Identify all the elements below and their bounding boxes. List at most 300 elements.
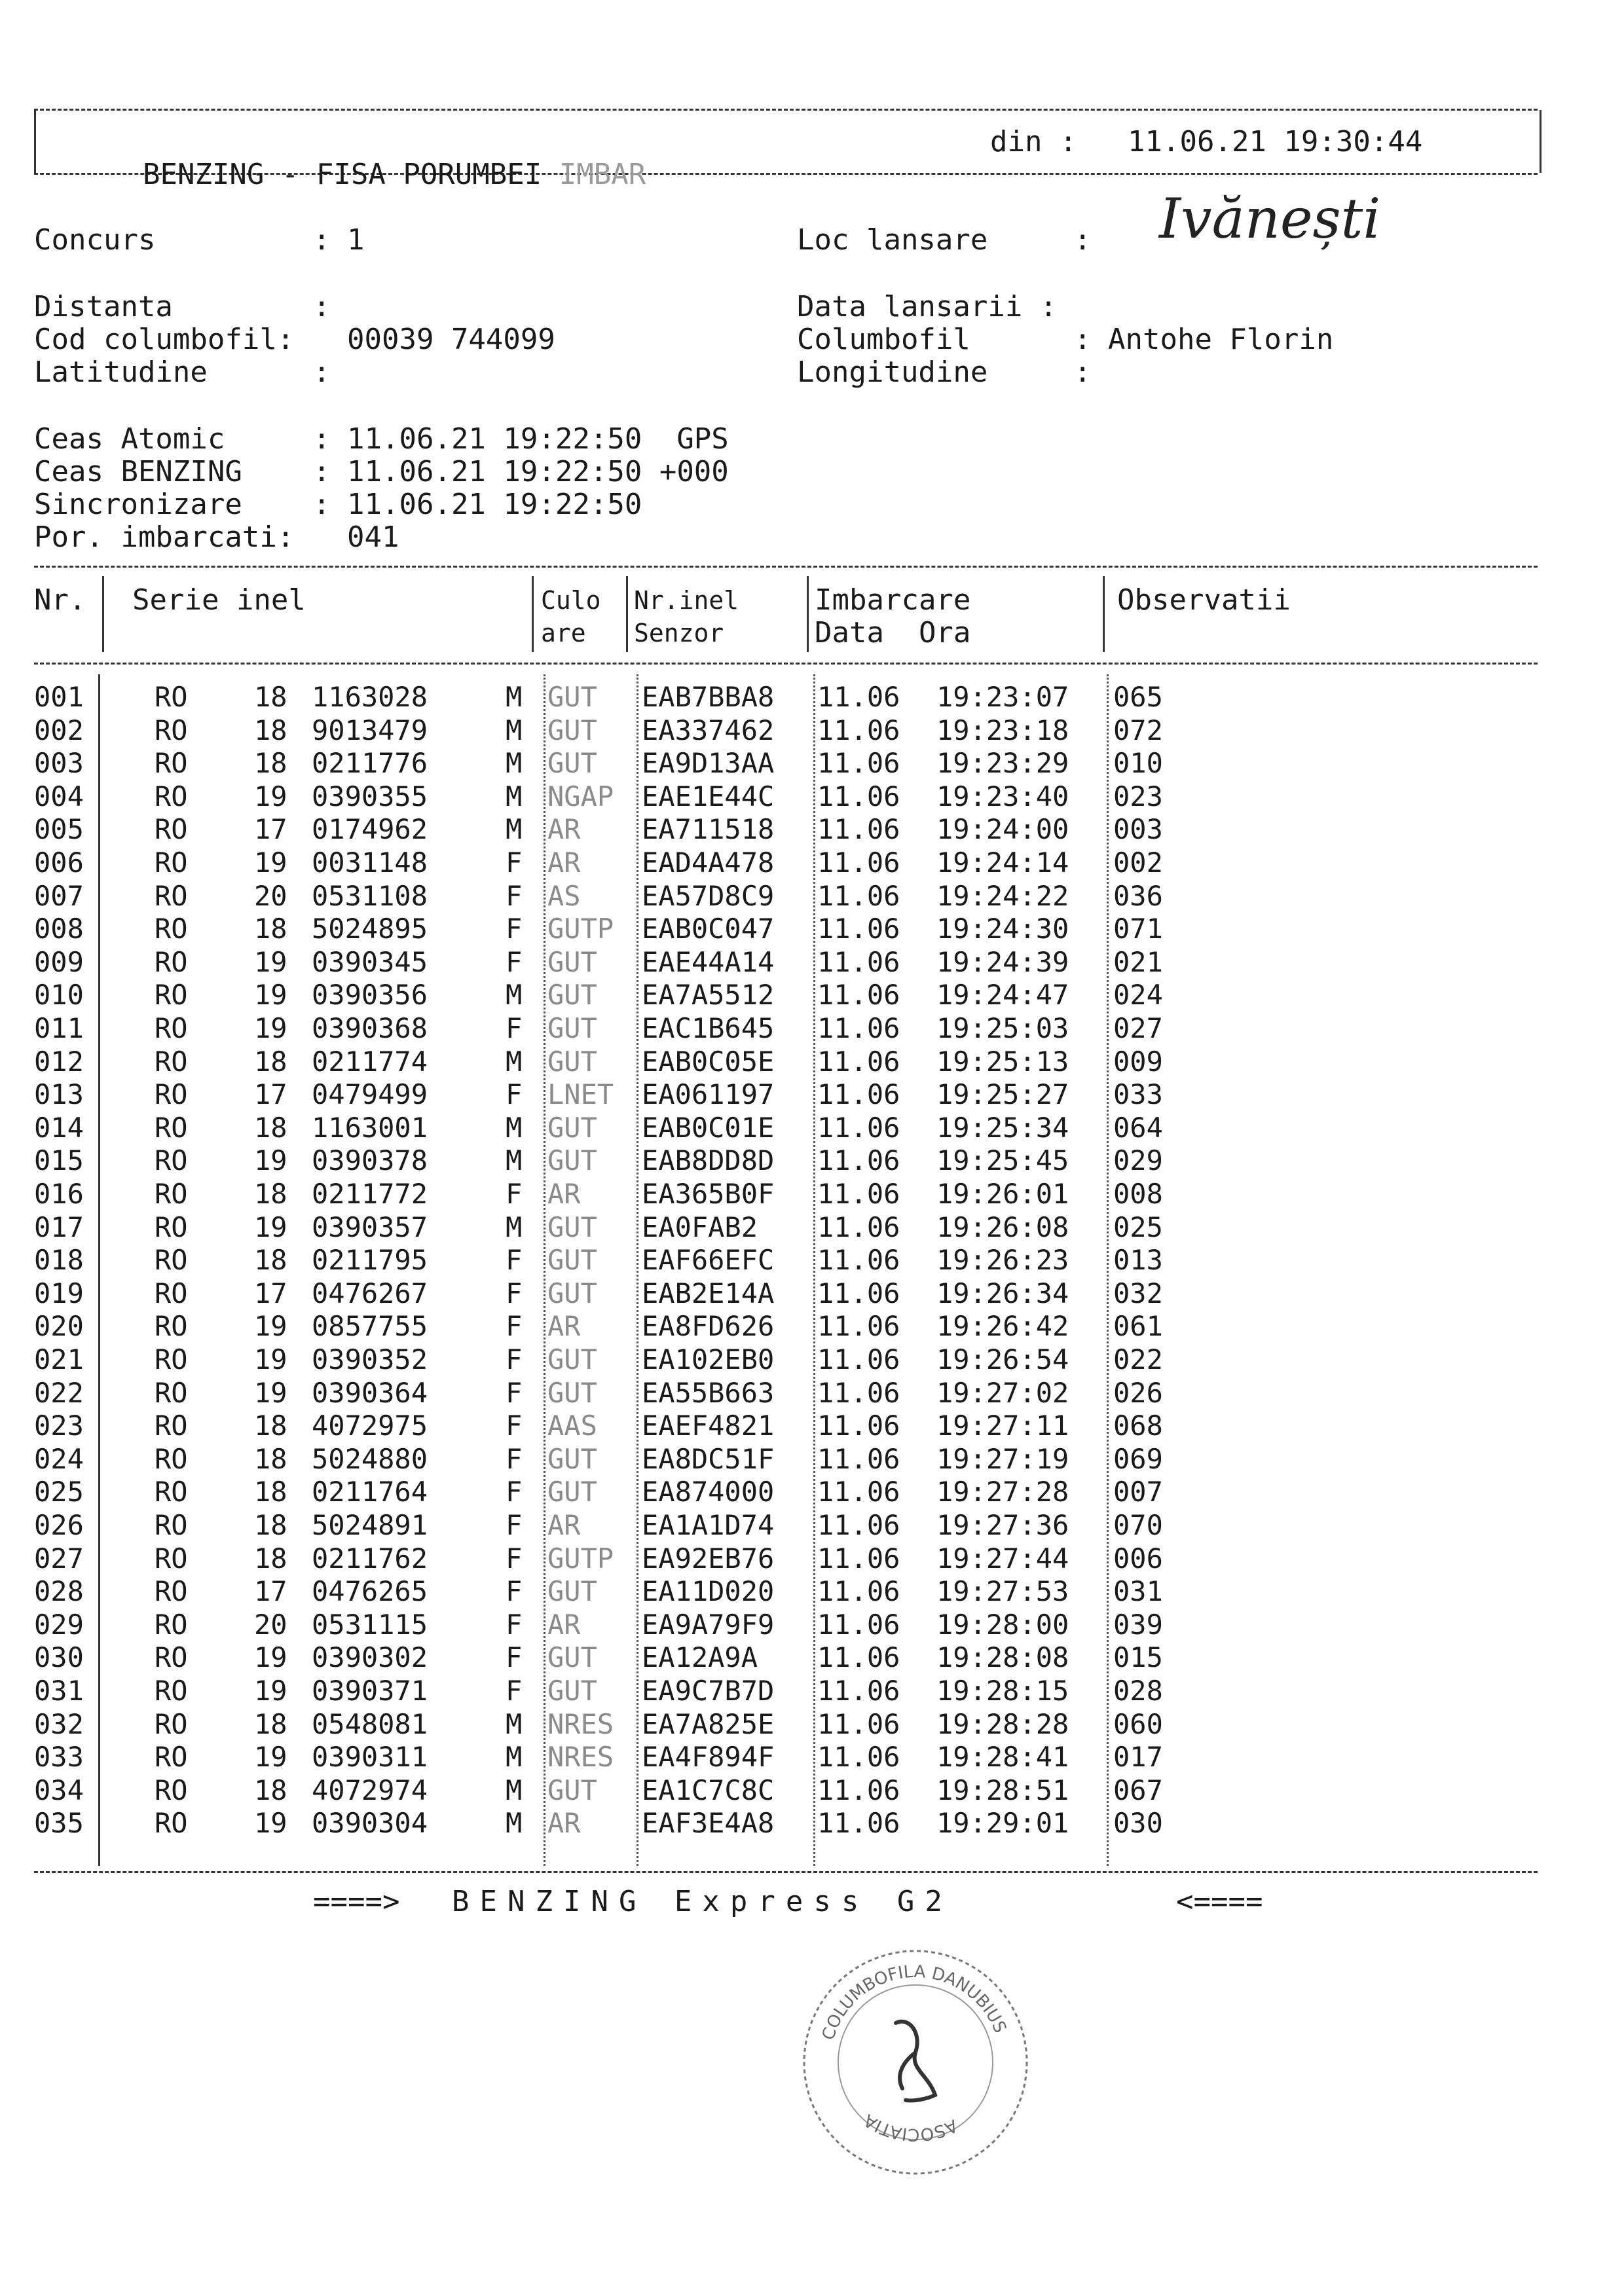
row-inel: 0479499 (312, 1078, 428, 1111)
row-senzor: EA7A5512 (642, 979, 775, 1011)
row-culoare: AR (547, 1178, 581, 1210)
row-senzor: EAF3E4A8 (642, 1807, 775, 1840)
row-tara: RO (155, 681, 188, 713)
header-divider-culoare (626, 576, 628, 652)
row-inel: 0390368 (312, 1012, 428, 1044)
table-row (0, 747, 1624, 780)
row-an: 18 (254, 1542, 287, 1575)
row-nr: 020 (34, 1310, 84, 1343)
row-culoare: GUT (547, 1012, 597, 1044)
row-tara: RO (155, 1310, 188, 1343)
row-senzor: EAB2E14A (642, 1277, 775, 1309)
ceas-benzing-colon: : (313, 455, 331, 488)
row-ora: 19:27:53 (936, 1575, 1069, 1608)
col-header-imbarcare-1: Imbarcare (815, 583, 971, 617)
row-culoare: GUT (547, 714, 597, 746)
row-culoare: GUT (547, 945, 597, 978)
row-tara: RO (155, 747, 188, 780)
row-nr: 005 (34, 813, 84, 846)
row-ora: 19:26:01 (936, 1178, 1069, 1210)
header-divider-nr (102, 576, 104, 652)
row-an: 18 (254, 714, 287, 746)
columbofil-label: Columbofil (797, 323, 970, 356)
row-tara: RO (155, 979, 188, 1011)
col-header-serie: Serie inel (132, 583, 306, 617)
row-observatii: 010 (1113, 747, 1163, 780)
row-ora: 19:26:08 (936, 1211, 1069, 1243)
row-observatii: 036 (1113, 879, 1163, 912)
row-senzor: EA4F894F (642, 1741, 775, 1774)
row-an: 18 (254, 1045, 287, 1078)
row-ora: 19:28:15 (936, 1675, 1069, 1707)
table-row (0, 714, 1624, 747)
row-nr: 028 (34, 1575, 84, 1608)
body-divider-senzor (637, 674, 638, 1866)
row-senzor: EA337462 (642, 714, 775, 746)
row-sex: F (506, 1343, 523, 1376)
row-an: 18 (254, 1410, 287, 1442)
row-observatii: 007 (1113, 1476, 1163, 1508)
footer-right-arrow: <==== (1176, 1885, 1263, 1918)
row-ora: 19:27:36 (936, 1509, 1069, 1541)
loc-lansare-colon: : (1074, 223, 1092, 257)
row-senzor: EA9D13AA (642, 747, 775, 780)
cod-columbofil-value: 00039 744099 (347, 323, 555, 356)
row-sex: M (506, 1741, 523, 1774)
row-sex: M (506, 813, 523, 846)
row-senzor: EA061197 (642, 1078, 775, 1111)
row-culoare: GUT (547, 1211, 597, 1243)
latitudine-colon: : (313, 355, 331, 389)
row-nr: 010 (34, 979, 84, 1011)
table-row (0, 1542, 1624, 1575)
row-tara: RO (155, 1277, 188, 1309)
row-ora: 19:24:00 (936, 813, 1069, 846)
row-inel: 0390378 (312, 1144, 428, 1177)
row-inel: 0211764 (312, 1476, 428, 1508)
row-inel: 0211772 (312, 1178, 428, 1210)
row-senzor: EAD4A478 (642, 847, 775, 879)
table-row (0, 979, 1624, 1011)
row-an: 17 (254, 1277, 287, 1309)
row-culoare: AS (547, 879, 581, 912)
row-observatii: 061 (1113, 1310, 1163, 1343)
row-sex: M (506, 714, 523, 746)
header-divider-senzor (807, 576, 809, 652)
row-an: 19 (254, 1641, 287, 1674)
row-sex: F (506, 879, 523, 912)
row-observatii: 029 (1113, 1144, 1163, 1177)
row-data: 11.06 (817, 813, 900, 846)
row-culoare: GUT (547, 1641, 597, 1674)
row-senzor: EA57D8C9 (642, 879, 775, 912)
row-nr: 009 (34, 945, 84, 978)
row-inel: 0390302 (312, 1641, 428, 1674)
table-row (0, 1343, 1624, 1376)
row-senzor: EA0FAB2 (642, 1211, 758, 1243)
row-senzor: EA9C7B7D (642, 1675, 775, 1707)
stamp-pigeon-icon (896, 2022, 935, 2101)
row-inel: 0548081 (312, 1707, 428, 1740)
row-observatii: 015 (1113, 1641, 1163, 1674)
row-inel: 0211762 (312, 1542, 428, 1575)
row-sex: F (506, 1641, 523, 1674)
row-nr: 023 (34, 1410, 84, 1442)
row-ora: 19:24:14 (936, 847, 1069, 879)
col-header-nr: Nr. (34, 583, 86, 617)
row-data: 11.06 (817, 1111, 900, 1144)
row-inel: 0031148 (312, 847, 428, 879)
row-culoare: GUT (547, 1045, 597, 1078)
row-data: 11.06 (817, 1442, 900, 1475)
row-data: 11.06 (817, 1542, 900, 1575)
row-ora: 19:27:19 (936, 1442, 1069, 1475)
row-an: 19 (254, 1376, 287, 1409)
table-row (0, 1410, 1624, 1442)
row-tara: RO (155, 1144, 188, 1177)
row-an: 18 (254, 1476, 287, 1508)
row-sex: F (506, 1310, 523, 1343)
row-sex: F (506, 1376, 523, 1409)
table-row (0, 1178, 1624, 1211)
ceas-benzing-label: Ceas BENZING (34, 455, 242, 488)
row-sex: F (506, 1675, 523, 1707)
header-din-label: din : (990, 125, 1077, 158)
row-tara: RO (155, 714, 188, 746)
col-header-imbarcare-2: Data Ora (815, 616, 971, 649)
ceas-atomic-label: Ceas Atomic (34, 422, 225, 456)
row-culoare: GUT (547, 1575, 597, 1608)
association-stamp (798, 1944, 1033, 2180)
row-senzor: EA1A1D74 (642, 1509, 775, 1541)
row-sex: M (506, 1144, 523, 1177)
row-tara: RO (155, 1111, 188, 1144)
table-row (0, 1078, 1624, 1111)
row-inel: 1163028 (312, 681, 428, 713)
header-title (73, 126, 646, 224)
row-nr: 002 (34, 714, 84, 746)
row-data: 11.06 (817, 1575, 900, 1608)
table-row (0, 1807, 1624, 1840)
row-nr: 027 (34, 1542, 84, 1575)
footer-brand-text: BENZING Express G2 (452, 1885, 953, 1918)
table-row (0, 847, 1624, 879)
row-nr: 014 (34, 1111, 84, 1144)
row-an: 18 (254, 681, 287, 713)
row-nr: 011 (34, 1012, 84, 1044)
row-an: 19 (254, 1012, 287, 1044)
row-sex: F (506, 1509, 523, 1541)
row-tara: RO (155, 1211, 188, 1243)
row-ora: 19:25:13 (936, 1045, 1069, 1078)
row-data: 11.06 (817, 1376, 900, 1409)
concurs-colon: : (313, 223, 331, 257)
row-ora: 19:26:34 (936, 1277, 1069, 1309)
row-data: 11.06 (817, 1741, 900, 1774)
row-nr: 017 (34, 1211, 84, 1243)
row-observatii: 070 (1113, 1509, 1163, 1541)
row-senzor: EAEF4821 (642, 1410, 775, 1442)
row-nr: 024 (34, 1442, 84, 1475)
row-senzor: EA874000 (642, 1476, 775, 1508)
row-an: 19 (254, 780, 287, 812)
header-title-main: BENZING - FISA PORUMBEI (142, 158, 542, 191)
row-senzor: EAC1B645 (642, 1012, 775, 1044)
table-row (0, 1144, 1624, 1177)
row-data: 11.06 (817, 1078, 900, 1111)
row-culoare: GUTP (547, 913, 614, 945)
row-ora: 19:23:29 (936, 747, 1069, 780)
table-row (0, 1609, 1624, 1641)
row-inel: 0211776 (312, 747, 428, 780)
row-culoare: GUT (547, 1111, 597, 1144)
row-inel: 4072975 (312, 1410, 428, 1442)
row-culoare: LNET (547, 1078, 614, 1111)
latitudine-label: Latitudine (34, 355, 208, 389)
row-tara: RO (155, 1476, 188, 1508)
row-sex: M (506, 1111, 523, 1144)
col-header-observatii: Observatii (1117, 583, 1291, 617)
row-tara: RO (155, 1774, 188, 1806)
row-data: 11.06 (817, 714, 900, 746)
row-culoare: GUT (547, 1774, 597, 1806)
row-sex: F (506, 1442, 523, 1475)
row-culoare: GUT (547, 1244, 597, 1277)
row-inel: 1163001 (312, 1111, 428, 1144)
row-inel: 4072974 (312, 1774, 428, 1806)
row-data: 11.06 (817, 1012, 900, 1044)
row-ora: 19:29:01 (936, 1807, 1069, 1840)
row-an: 19 (254, 945, 287, 978)
table-row (0, 681, 1624, 714)
row-an: 19 (254, 1675, 287, 1707)
row-inel: 0476267 (312, 1277, 428, 1309)
row-sex: F (506, 1277, 523, 1309)
row-observatii: 030 (1113, 1807, 1163, 1840)
stamp-bottom-text: ASOCIATIA (860, 2109, 961, 2145)
row-an: 19 (254, 1807, 287, 1840)
table-row (0, 1575, 1624, 1608)
row-tara: RO (155, 1707, 188, 1740)
row-culoare: AR (547, 813, 581, 846)
row-senzor: EA1C7C8C (642, 1774, 775, 1806)
row-sex: F (506, 1012, 523, 1044)
row-senzor: EA7A825E (642, 1707, 775, 1740)
row-tara: RO (155, 1442, 188, 1475)
row-sex: M (506, 979, 523, 1011)
row-an: 18 (254, 1509, 287, 1541)
row-senzor: EA12A9A (642, 1641, 758, 1674)
row-data: 11.06 (817, 1244, 900, 1277)
row-culoare: GUT (547, 1675, 597, 1707)
table-row (0, 946, 1624, 979)
row-ora: 19:24:22 (936, 879, 1069, 912)
sincronizare-label: Sincronizare (34, 488, 242, 521)
loc-lansare-handwritten: Ivănești (1159, 187, 1381, 251)
row-senzor: EA8DC51F (642, 1442, 775, 1475)
row-sex: M (506, 1707, 523, 1740)
row-ora: 19:24:30 (936, 913, 1069, 945)
row-observatii: 021 (1113, 945, 1163, 978)
row-sex: M (506, 747, 523, 780)
row-nr: 016 (34, 1178, 84, 1210)
row-tara: RO (155, 780, 188, 812)
table-row (0, 1641, 1624, 1674)
row-nr: 035 (34, 1807, 84, 1840)
row-data: 11.06 (817, 747, 900, 780)
row-data: 11.06 (817, 681, 900, 713)
row-culoare: GUT (547, 1476, 597, 1508)
row-tara: RO (155, 847, 188, 879)
distanta-label: Distanta (34, 290, 173, 323)
row-culoare: NRES (547, 1741, 614, 1774)
row-an: 20 (254, 1608, 287, 1641)
row-data: 11.06 (817, 1509, 900, 1541)
table-row (0, 913, 1624, 945)
row-tara: RO (155, 1376, 188, 1409)
row-tara: RO (155, 1343, 188, 1376)
col-header-culoare-1: Culo (541, 586, 601, 615)
row-nr: 015 (34, 1144, 84, 1177)
imbarcati-value: 041 (347, 520, 399, 554)
row-ora: 19:26:42 (936, 1310, 1069, 1343)
row-nr: 019 (34, 1277, 84, 1309)
row-data: 11.06 (817, 1045, 900, 1078)
row-an: 18 (254, 1244, 287, 1277)
row-nr: 007 (34, 879, 84, 912)
row-senzor: EAB8DD8D (642, 1144, 775, 1177)
row-observatii: 028 (1113, 1675, 1163, 1707)
ceas-atomic-value: 11.06.21 19:22:50 GPS (347, 422, 729, 456)
row-nr: 031 (34, 1675, 84, 1707)
row-ora: 19:23:07 (936, 681, 1069, 713)
row-sex: M (506, 1211, 523, 1243)
row-inel: 0857755 (312, 1310, 428, 1343)
row-nr: 003 (34, 747, 84, 780)
footer-left-arrow: ====> (313, 1885, 400, 1918)
row-data: 11.06 (817, 1310, 900, 1343)
row-culoare: GUT (547, 1442, 597, 1475)
row-senzor: EAE44A14 (642, 945, 775, 978)
row-culoare: AR (547, 1509, 581, 1541)
row-nr: 001 (34, 681, 84, 713)
header-divider-serie (532, 576, 534, 652)
row-culoare: GUT (547, 1343, 597, 1376)
row-ora: 19:25:27 (936, 1078, 1069, 1111)
row-an: 18 (254, 1178, 287, 1210)
row-observatii: 071 (1113, 913, 1163, 945)
row-data: 11.06 (817, 1774, 900, 1806)
row-nr: 021 (34, 1343, 84, 1376)
row-inel: 0211795 (312, 1244, 428, 1277)
row-sex: F (506, 945, 523, 978)
row-data: 11.06 (817, 847, 900, 879)
row-data: 11.06 (817, 979, 900, 1011)
row-data: 11.06 (817, 1178, 900, 1210)
row-tara: RO (155, 879, 188, 912)
row-data: 11.06 (817, 1410, 900, 1442)
table-row (0, 1443, 1624, 1476)
row-an: 19 (254, 1144, 287, 1177)
row-tara: RO (155, 1608, 188, 1641)
table-row (0, 1211, 1624, 1244)
row-observatii: 033 (1113, 1078, 1163, 1111)
row-sex: M (506, 1045, 523, 1078)
table-row (0, 1377, 1624, 1410)
row-observatii: 017 (1113, 1741, 1163, 1774)
table-row (0, 1310, 1624, 1343)
row-ora: 19:25:34 (936, 1111, 1069, 1144)
table-row (0, 1708, 1624, 1741)
table-row (0, 880, 1624, 913)
row-data: 11.06 (817, 1608, 900, 1641)
row-data: 11.06 (817, 780, 900, 812)
row-culoare: NRES (547, 1707, 614, 1740)
concurs-label: Concurs (34, 223, 156, 257)
row-an: 20 (254, 879, 287, 912)
row-data: 11.06 (817, 1476, 900, 1508)
concurs-value: 1 (347, 223, 365, 257)
row-ora: 19:27:02 (936, 1376, 1069, 1409)
row-an: 19 (254, 1310, 287, 1343)
row-inel: 5024895 (312, 913, 428, 945)
row-observatii: 008 (1113, 1178, 1163, 1210)
row-ora: 19:28:51 (936, 1774, 1069, 1806)
row-ora: 19:27:44 (936, 1542, 1069, 1575)
row-an: 17 (254, 1078, 287, 1111)
row-ora: 19:27:28 (936, 1476, 1069, 1508)
table-header-bottom-border (34, 663, 1538, 665)
table-row (0, 1046, 1624, 1078)
row-observatii: 069 (1113, 1442, 1163, 1475)
row-culoare: GUT (547, 979, 597, 1011)
row-ora: 19:25:45 (936, 1144, 1069, 1177)
row-culoare: GUT (547, 681, 597, 713)
row-observatii: 009 (1113, 1045, 1163, 1078)
row-sex: M (506, 1807, 523, 1840)
row-sex: M (506, 681, 523, 713)
row-ora: 19:28:00 (936, 1608, 1069, 1641)
row-nr: 025 (34, 1476, 84, 1508)
row-ora: 19:23:40 (936, 780, 1069, 812)
row-culoare: AR (547, 1807, 581, 1840)
header-divider-imbarcare (1103, 576, 1105, 652)
row-culoare: GUT (547, 1277, 597, 1309)
row-an: 18 (254, 747, 287, 780)
row-observatii: 023 (1113, 780, 1163, 812)
row-ora: 19:25:03 (936, 1012, 1069, 1044)
row-tara: RO (155, 1807, 188, 1840)
row-inel: 9013479 (312, 714, 428, 746)
table-top-border (34, 566, 1538, 568)
row-tara: RO (155, 1410, 188, 1442)
row-culoare: NGAP (547, 780, 614, 812)
row-an: 18 (254, 913, 287, 945)
imbarcati-label: Por. imbarcati: (34, 520, 295, 554)
row-nr: 034 (34, 1774, 84, 1806)
row-tara: RO (155, 1178, 188, 1210)
row-observatii: 060 (1113, 1707, 1163, 1740)
row-culoare: AR (547, 1310, 581, 1343)
row-tara: RO (155, 1078, 188, 1111)
table-row (0, 1012, 1624, 1045)
row-ora: 19:26:54 (936, 1343, 1069, 1376)
row-an: 19 (254, 847, 287, 879)
row-inel: 0390352 (312, 1343, 428, 1376)
row-culoare: GUT (547, 1376, 597, 1409)
row-nr: 004 (34, 780, 84, 812)
table-bottom-border (34, 1871, 1538, 1873)
